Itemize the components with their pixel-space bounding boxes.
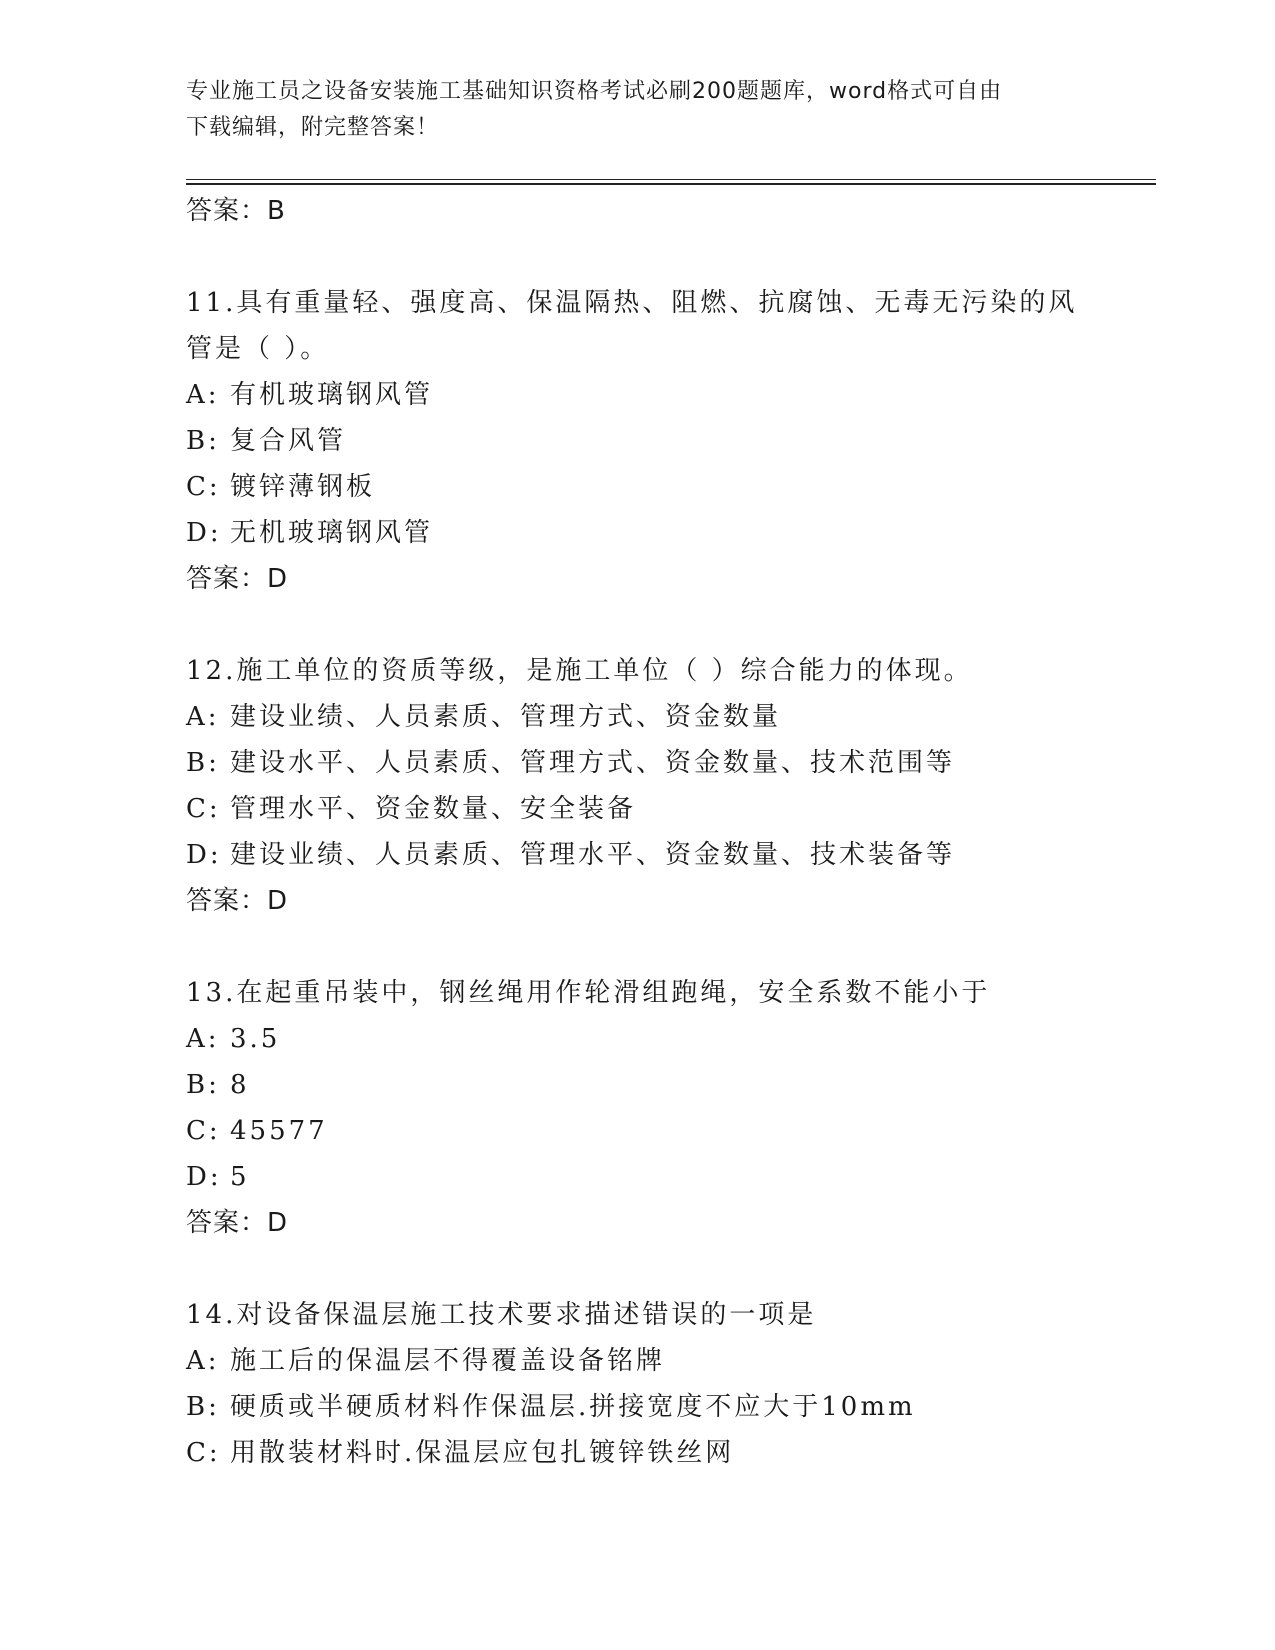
option-d — [186, 832, 1166, 878]
option-c — [186, 1430, 1166, 1476]
question-list — [186, 188, 1166, 1522]
option-text: 建设业绩、人员素质、管理水平、资金数量、技术装备等 — [230, 840, 956, 870]
option-text: 镀锌薄钢板 — [230, 472, 376, 502]
question-item — [186, 970, 1166, 1246]
option-text: 管理水平、资金数量、安全装备 — [230, 794, 637, 824]
option-b — [186, 418, 1166, 464]
option-text: 施工后的保温层不得覆盖设备铭牌 — [230, 1346, 666, 1376]
option-key: C: — [186, 1438, 221, 1468]
option-c — [186, 1108, 1166, 1154]
option-b — [186, 740, 1166, 786]
question-stem: 12.施工单位的资质等级，是施工单位（ ）综合能力的体现。 — [186, 656, 973, 686]
option-key: B: — [186, 1070, 220, 1100]
option-a — [186, 372, 1166, 418]
header-line-1: 专业施工员之设备安装施工基础知识资格考试必刷200题题库，word格式可自由 — [186, 79, 1003, 104]
question-stem: 11.具有重量轻、强度高、保温隔热、阻燃、抗腐蚀、无毒无污染的风管是（ ）。 — [186, 288, 1078, 364]
option-b — [186, 1062, 1166, 1108]
option-b — [186, 1384, 1166, 1430]
option-text: 5 — [230, 1162, 250, 1192]
header-line-2: 下载编辑，附完整答案！ — [186, 115, 440, 140]
header-divider — [186, 179, 1156, 180]
option-key: B: — [186, 1392, 220, 1422]
option-key: A: — [186, 1346, 220, 1376]
option-text: 8 — [230, 1070, 250, 1100]
header-divider-thick — [186, 183, 1156, 185]
option-text: 建设水平、人员素质、管理方式、资金数量、技术范围等 — [230, 748, 956, 778]
option-text: 复合风管 — [230, 426, 347, 456]
option-a — [186, 1338, 1166, 1384]
option-a — [186, 694, 1166, 740]
option-key: D: — [186, 840, 222, 870]
option-key: C: — [186, 1116, 221, 1146]
answer-line: 答案：D — [186, 1208, 289, 1238]
option-key: B: — [186, 426, 220, 456]
answer-line: 答案：D — [186, 564, 289, 594]
question-stem: 13.在起重吊装中，钢丝绳用作轮滑组跑绳，安全系数不能小于 — [186, 978, 991, 1008]
option-c — [186, 464, 1166, 510]
option-key: D: — [186, 1162, 222, 1192]
document-header — [186, 74, 1086, 146]
option-a — [186, 1016, 1166, 1062]
question-stem: 14.对设备保温层施工技术要求描述错误的一项是 — [186, 1300, 817, 1330]
option-d — [186, 1154, 1166, 1200]
answer-line: 答案：D — [186, 886, 289, 916]
option-text: 有机玻璃钢风管 — [230, 380, 434, 410]
option-text: 建设业绩、人员素质、管理方式、资金数量 — [230, 702, 782, 732]
option-text: 硬质或半硬质材料作保温层.拼接宽度不应大于10mm — [230, 1392, 916, 1422]
option-key: A: — [186, 702, 220, 732]
option-key: A: — [186, 1024, 220, 1054]
option-text: 3.5 — [230, 1024, 281, 1054]
question-item — [186, 1292, 1166, 1476]
option-text: 用散装材料时.保温层应包扎镀锌铁丝网 — [230, 1438, 735, 1468]
option-d — [186, 510, 1166, 556]
option-text: 无机玻璃钢风管 — [230, 518, 434, 548]
option-key: C: — [186, 794, 221, 824]
option-c — [186, 786, 1166, 832]
option-key: C: — [186, 472, 221, 502]
question-item — [186, 648, 1166, 924]
question-item — [186, 280, 1166, 602]
option-key: B: — [186, 748, 220, 778]
option-key: A: — [186, 380, 220, 410]
option-key: D: — [186, 518, 222, 548]
answer-line: 答案：B — [186, 196, 286, 226]
option-text: 45577 — [230, 1116, 328, 1146]
